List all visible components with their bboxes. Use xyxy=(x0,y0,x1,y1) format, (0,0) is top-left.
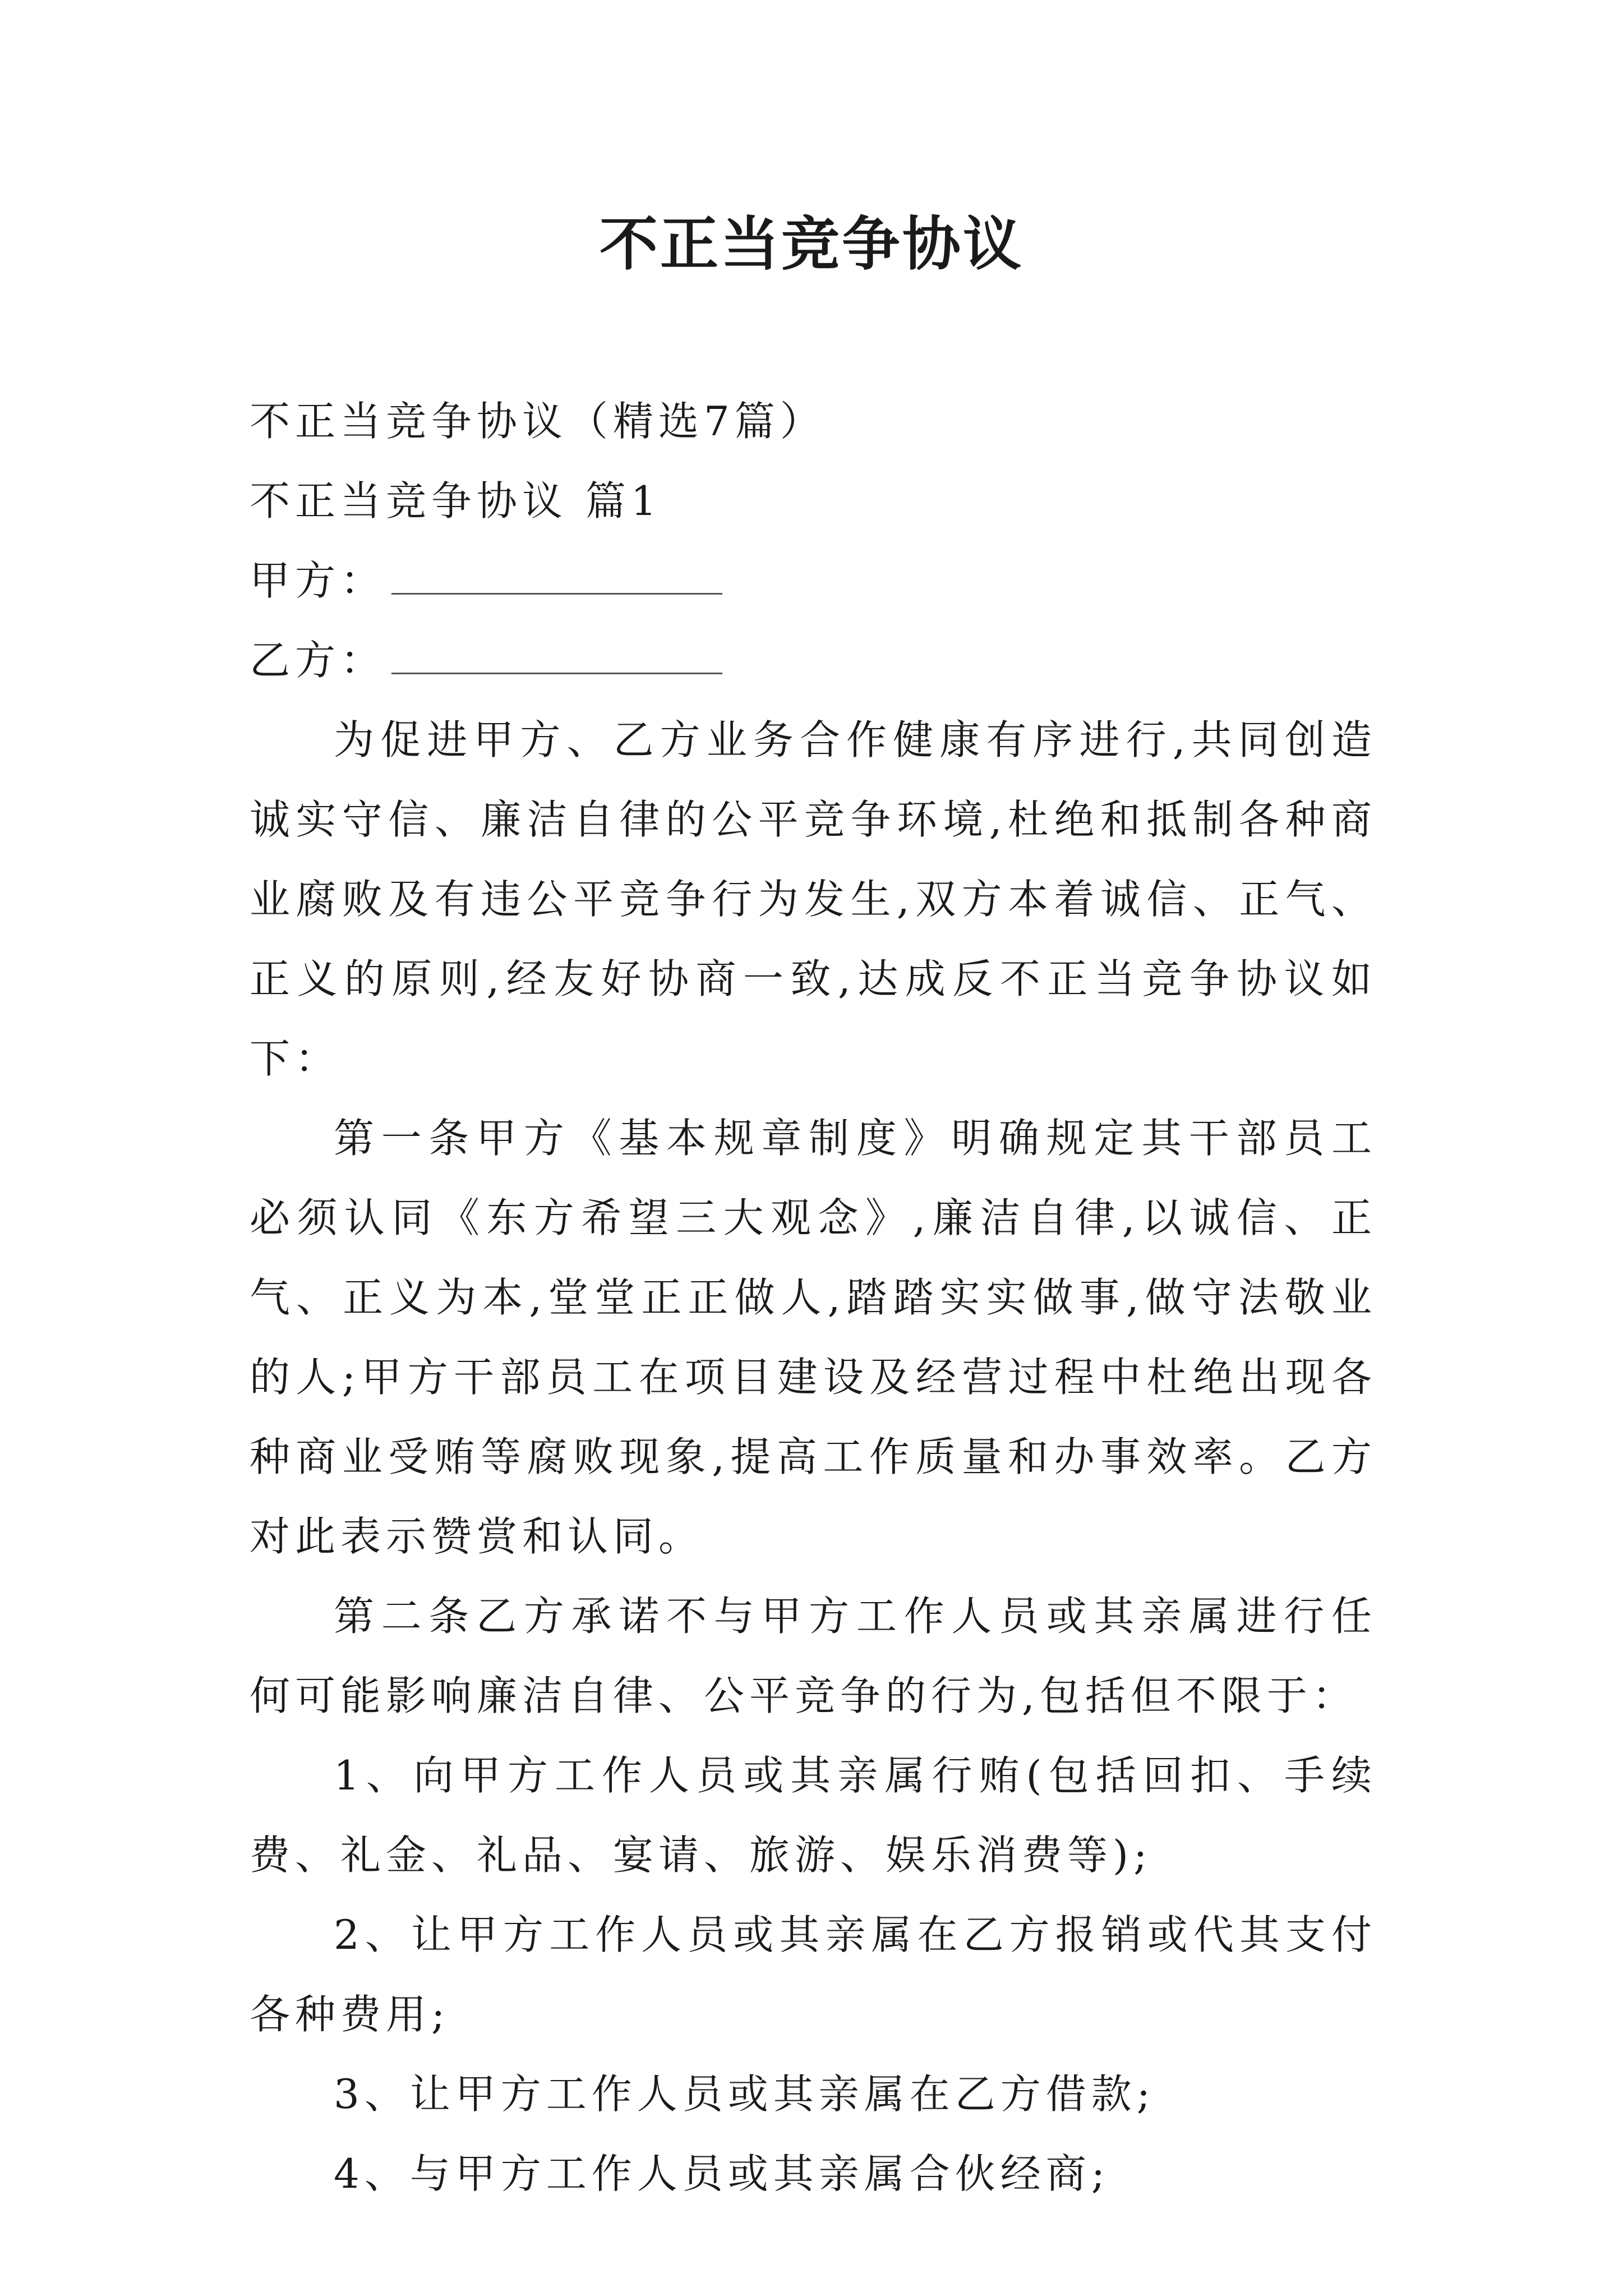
paragraph-article-2: 第二条乙方承诺不与甲方工作人员或其亲属进行任何可能影响廉洁自律、公平竞争的行为,包括但不限于： xyxy=(250,1593,1377,1719)
document-body xyxy=(250,381,1377,2214)
party-a-blank[interactable] xyxy=(391,559,722,595)
document-subtitle: 不正当竞争协议（精选7篇） xyxy=(250,398,826,445)
party-b-label: 乙方： xyxy=(250,637,386,684)
party-a-line xyxy=(250,541,1377,620)
paragraph-preamble: 为促进甲方、乙方业务合作健康有序进行,共同创造诚实守信、廉洁自律的公平竞争环境,杜绝和抵制各种商业腐败及有违公平竞争行为发生,双方本着诚信、正气、正义的原则,经友好协商一致,达成反不正当竞争协议如下： xyxy=(250,716,1377,1082)
list-item-2: 2、让甲方工作人员或其亲属在乙方报销或代其支付各种费用; xyxy=(250,1911,1377,2038)
party-a-label: 甲方： xyxy=(250,557,386,604)
document-title: 不正当竞争协议 xyxy=(599,209,1023,278)
party-b-blank[interactable] xyxy=(391,639,722,674)
section-heading: 不正当竞争协议 篇1 xyxy=(250,477,662,524)
list-item-1: 1、向甲方工作人员或其亲属行贿(包括回扣、手续费、礼金、礼品、宴请、旅游、娱乐消费等); xyxy=(250,1752,1377,1879)
party-b-line xyxy=(250,620,1377,700)
paragraph-article-1: 第一条甲方《基本规章制度》明确规定其干部员工必须认同《东方希望三大观念》,廉洁自律,以诚信、正气、正义为本,堂堂正正做人,踏踏实实做事,做守法敬业的人;甲方干部员工在项目建设及经营过程中杜绝出现各种商业受贿等腐败现象,提高工作质量和办事效率。乙方对此表示赞赏和认同。 xyxy=(250,1115,1377,1560)
list-item-3: 3、让甲方工作人员或其亲属在乙方借款; xyxy=(334,2070,1156,2118)
list-item-4: 4、与甲方工作人员或其亲属合伙经商; xyxy=(334,2150,1110,2197)
